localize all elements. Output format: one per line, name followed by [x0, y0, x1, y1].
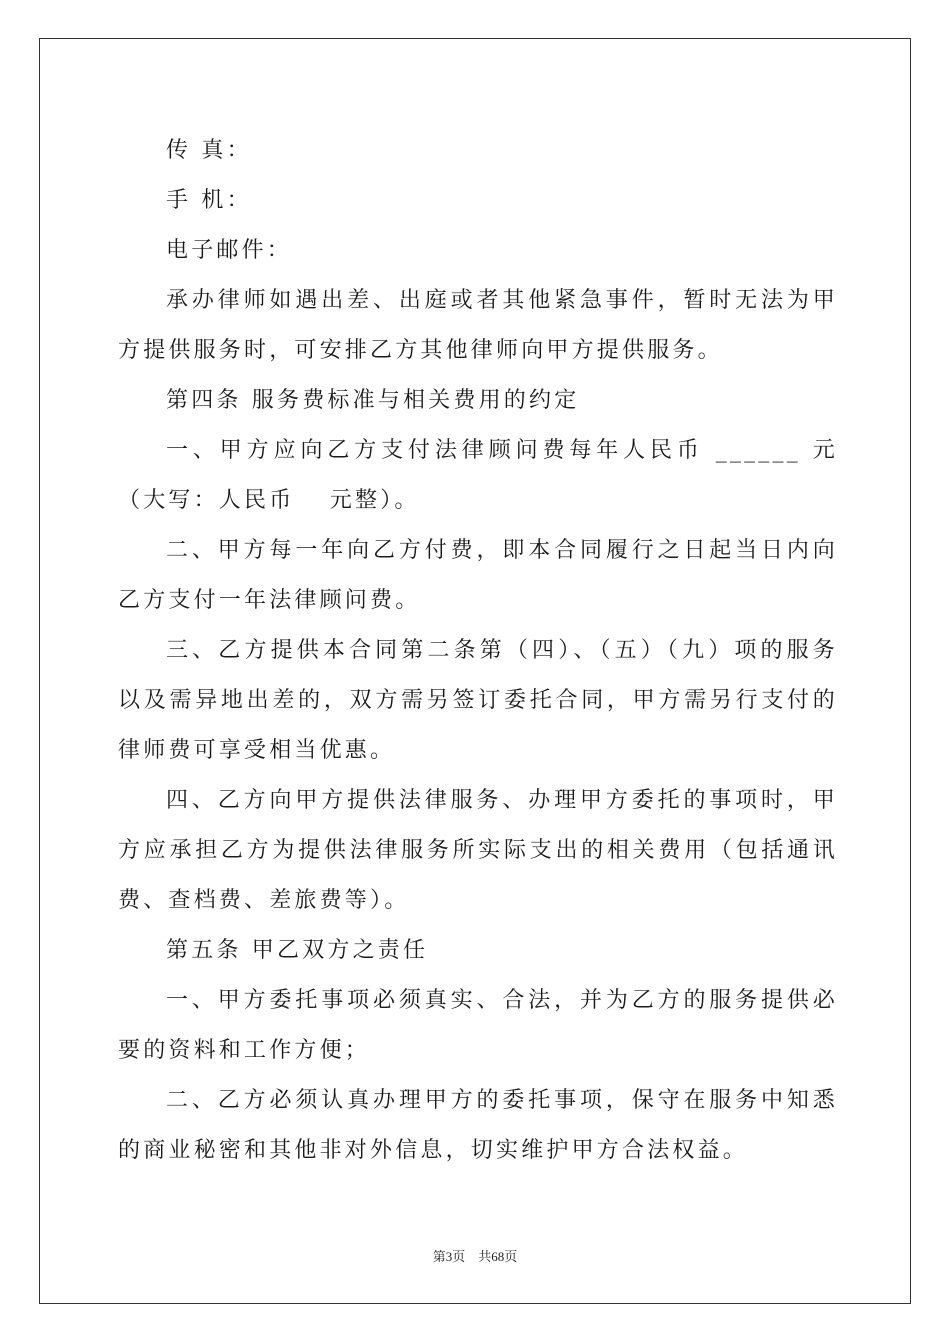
article-4-clause-3: 三、乙方提供本合同第二条第（四）、（五）（九）项的服务以及需异地出差的，双方需另签订委托合同，甲方需另行支付的律师费可享受相当优惠。	[118, 638, 838, 763]
page-number-footer: 第3页 共68页	[432, 1249, 518, 1264]
substitute-lawyer-paragraph: 承办律师如遇出差、出庭或者其他紧急事件，暂时无法为甲方提供服务时，可安排乙方其他律师向甲方提供服务。	[118, 288, 838, 363]
article-5-clause-2: 二、乙方必须认真办理甲方的委托事项，保守在服务中知悉的商业秘密和其他非对外信息，切实维护甲方合法权益。	[118, 1088, 838, 1163]
document-body	[118, 126, 838, 1176]
article-4-clause-4: 四、乙方向甲方提供法律服务、办理甲方委托的事项时，甲方应承担乙方为提供法律服务所实际支出的相关费用（包括通讯费、查档费、差旅费等）。	[118, 788, 838, 913]
article-5-heading: 第五条 甲乙双方之责任	[166, 938, 429, 963]
article-5-clause-1: 一、甲方委托事项必须真实、合法，并为乙方的服务提供必要的资料和工作方便；	[118, 988, 838, 1063]
article-4-clause-1: 一、甲方应向乙方支付法律顾问费每年人民币 ______ 元（大写：人民币 元整）。	[118, 438, 838, 513]
mobile-line: 手 机：	[166, 188, 252, 213]
article-4-clause-2: 二、甲方每一年向乙方付费，即本合同履行之日起当日内向乙方支付一年法律顾问费。	[118, 538, 838, 613]
article-4-heading: 第四条 服务费标准与相关费用的约定	[166, 388, 580, 413]
fax-line: 传 真：	[166, 138, 252, 163]
email-line: 电子邮件：	[166, 238, 293, 263]
